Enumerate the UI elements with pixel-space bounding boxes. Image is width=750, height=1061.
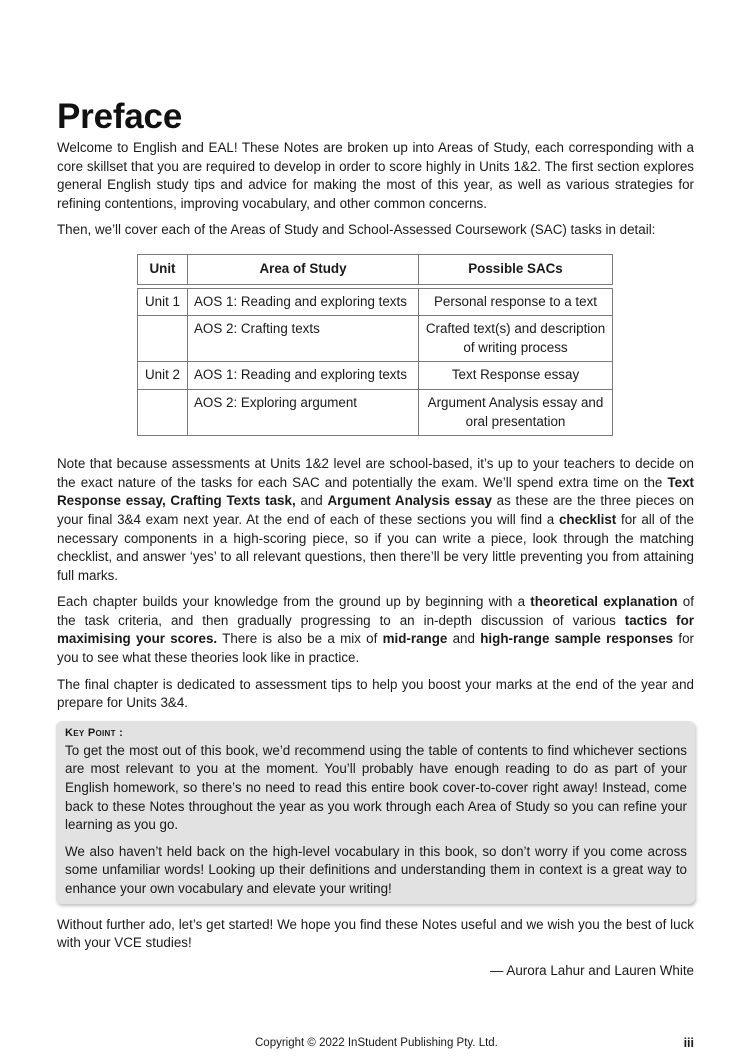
signature: — Aurora Lahur and Lauren White <box>490 962 694 978</box>
key-point-paragraph: To get the most out of this book, we’d recommend using the table of contents to find whichever sections are most relevant to you at the moment. You’ll probably have enough reading to do as part of your English homework, so there’s no need to read this entire book cover-to-cover right away! Instead, come back to these Notes throughout the year as you work through each Area of Study so you can refine your learning as you go. <box>65 742 687 833</box>
cell-aos: AOS 2: Crafting texts <box>188 316 419 362</box>
table-row <box>138 362 613 390</box>
key-point-box <box>56 721 695 904</box>
text-run: of the task criteria, and then gradually progressing to an in-depth discussion of various <box>57 594 694 628</box>
key-point-title: Key Point : <box>65 726 124 739</box>
text-run: as these are the three pieces on your final 3&4 exam next year. At the end of each of these sections you will find a <box>57 493 694 527</box>
cell-sac: Argument Analysis essay and oral presentation <box>419 389 613 435</box>
assessment-paragraph <box>57 455 694 585</box>
text-run: for all of the necessary components in a high-scoring piece, so if you can write a piece, look through the matching checklist, and answer ‘yes’ to all relevant questions, then there’ll be very little preventing you from attaining full marks. <box>57 511 694 583</box>
cell-sac: Personal response to a text <box>419 288 613 316</box>
text-run: and <box>295 493 328 509</box>
cell-unit: Unit 1 <box>138 288 188 316</box>
cell-unit <box>138 316 188 362</box>
cell-unit <box>138 389 188 435</box>
areas-of-study-table <box>137 254 613 436</box>
bold-run: high-range sample responses <box>480 631 674 647</box>
table-row <box>138 389 613 435</box>
areas-intro-paragraph: Then, we’ll cover each of the Areas of Study and School-Assessed Coursework (SAC) tasks in detail: <box>57 222 656 238</box>
page-title: Preface <box>57 97 183 136</box>
page-number: iii <box>683 1036 694 1050</box>
cell-unit: Unit 2 <box>138 362 188 390</box>
header-unit: Unit <box>138 254 188 284</box>
cell-sac: Text Response essay <box>419 362 613 390</box>
bold-run: Text Response essay, Crafting Texts task, <box>57 474 694 509</box>
final-chapter-paragraph: The final chapter is dedicated to assessment tips to help you boost your marks at the end of the year and prepare for Units 3&4. <box>57 676 694 711</box>
header-area-of-study: Area of Study <box>188 254 419 284</box>
bold-run: checklist <box>558 511 617 527</box>
text-run: Each chapter builds your knowledge from the ground up by beginning with a <box>57 594 531 610</box>
text-run: Note that because assessments at Units 1&2 level are school-based, it’s up to your teachers to decide on the exact nature of the tasks for each SAC and potentially the exam. We’ll spend extra time on the <box>57 456 694 490</box>
chapter-paragraph <box>57 593 694 667</box>
intro-paragraph: Welcome to English and EAL! These Notes are broken up into Areas of Study, each corresponding with a core skillset that you are required to develop in order to score highly in Units 1&2. The first section explores general English study tips and advice for making the most of this year, as well as various strategies for refining contentions, improving vocabulary, and other common concerns. <box>57 140 694 211</box>
cell-aos: AOS 2: Exploring argument <box>188 389 419 435</box>
bold-run: tactics for maximising your scores. <box>57 612 694 647</box>
closing-paragraph: Without further ado, let’s get started! We hope you find these Notes useful and we wish you the best of luck with your VCE studies! <box>57 916 694 951</box>
table-header-row <box>138 254 613 284</box>
table-row <box>138 316 613 362</box>
cell-sac: Crafted text(s) and description of writing process <box>419 316 613 362</box>
header-possible-sacs: Possible SACs <box>419 254 613 284</box>
text-run: There is also be a mix of <box>217 631 383 647</box>
preface-page <box>57 96 694 978</box>
bold-run: mid-range <box>382 631 448 647</box>
cell-aos: AOS 1: Reading and exploring texts <box>188 288 419 316</box>
key-point-paragraph: We also haven’t held back on the high-level vocabulary in this book, so don’t worry if you come across some unfamiliar words! Looking up their definitions and understanding them in context is a great way to enhance your own vocabulary and elevate your writing! <box>65 843 687 896</box>
text-run: for you to see what these theories look like in practice. <box>57 631 694 666</box>
bold-run: Argument Analysis essay <box>327 493 492 509</box>
copyright-notice: Copyright © 2022 InStudent Publishing Pty. Ltd. <box>255 1037 498 1049</box>
text-run: and <box>447 631 481 647</box>
bold-run: theoretical explanation <box>530 594 678 610</box>
table-row <box>138 288 613 316</box>
cell-aos: AOS 1: Reading and exploring texts <box>188 362 419 390</box>
